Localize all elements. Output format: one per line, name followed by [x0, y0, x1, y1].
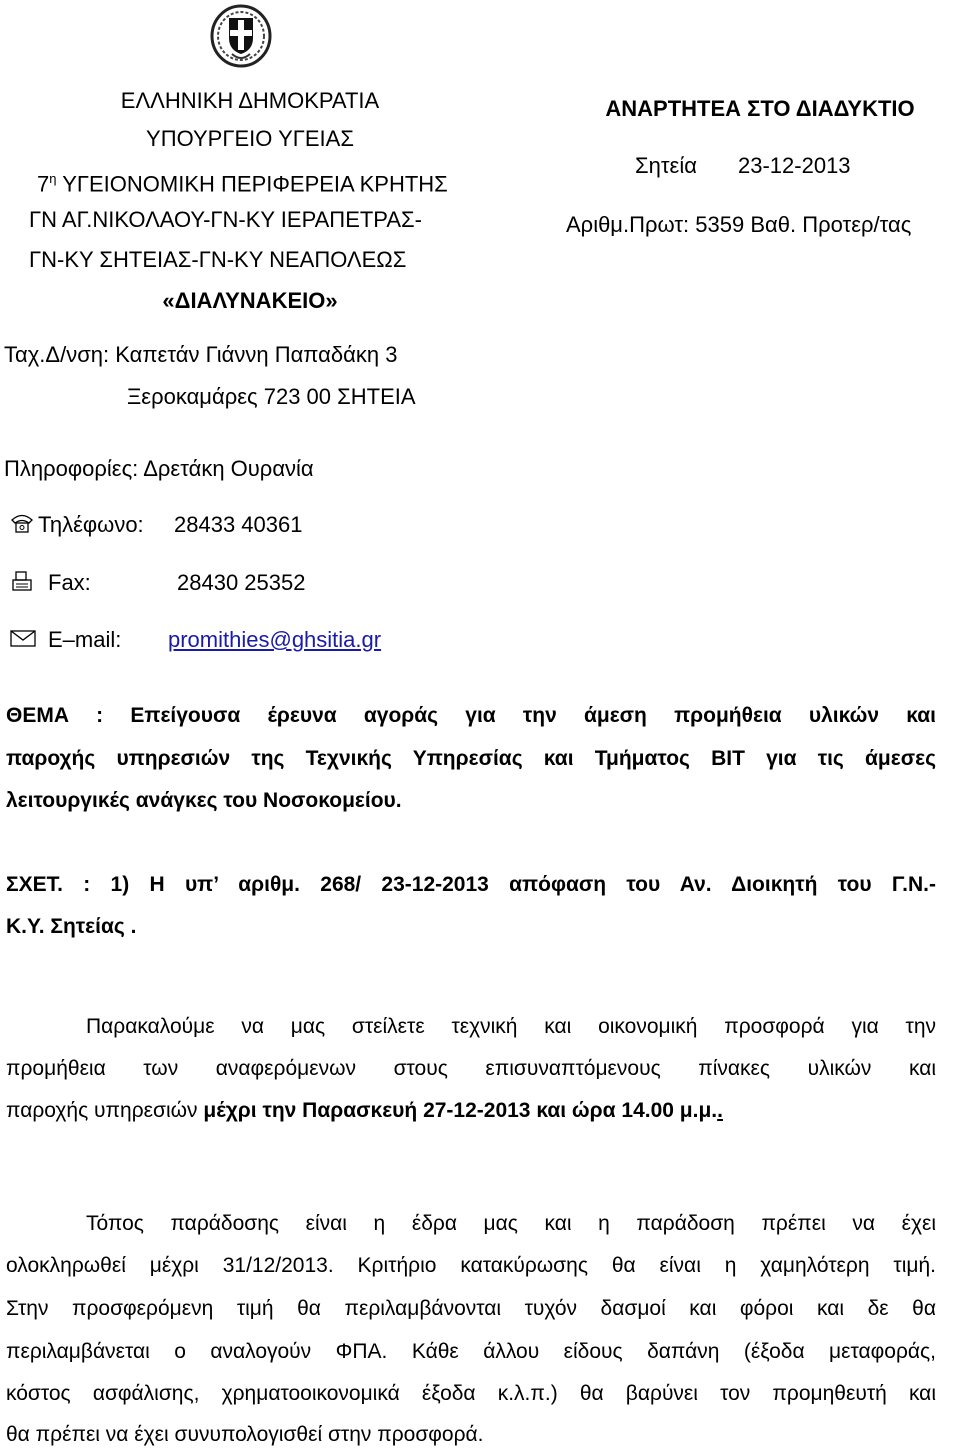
- para1-line-1: Παρακαλούμε να μας στείλετε τεχνική και οικονομική προσφορά για την: [86, 1015, 936, 1038]
- coat-of-arms-icon: [210, 4, 272, 68]
- fax-number: 28430 25352: [177, 570, 306, 595]
- fax-icon: [10, 570, 34, 594]
- para2-line-4: περιλαμβάνεται ο αναλογούν ΦΠΑ. Κάθε άλλου είδους δαπάνη (έξοδα μεταφοράς,: [6, 1340, 936, 1363]
- protocol-number: Αριθμ.Πρωτ: 5359 Βαθ. Προτερ/τας: [566, 212, 912, 237]
- reference-line-2: Κ.Υ. Σητείας .: [6, 915, 137, 938]
- info-contact: Πληροφορίες: Δρετάκη Ουρανία: [4, 456, 314, 481]
- para2-line-2: ολοκληρωθεί μέχρι 31/12/2013. Κριτήριο κατακύρωσης θα είναι η χαμηλότερη τιμή.: [6, 1254, 936, 1277]
- para2-line-1: Τόπος παράδοσης είναι η έδρα μας και η παράδοση πρέπει να έχει: [86, 1212, 936, 1235]
- place: Σητεία: [635, 153, 697, 178]
- para2-line-3: Στην προσφερόμενη τιμή θα περιλαμβάνονται τυχόν δασμοί και φόροι και δε θα: [6, 1297, 936, 1320]
- mail-icon: [10, 629, 36, 649]
- reference-line-1: ΣΧΕΤ. : 1) Η υπ’ αριθμ. 268/ 23-12-2013 απόφαση του Αν. Διοικητή του Γ.Ν.-: [6, 873, 936, 896]
- phone-icon: [10, 513, 34, 535]
- subject-line-1: ΘΕΜΑ : Επείγουσα έρευνα αγοράς για την άμεση προμήθεια υλικών και: [6, 704, 936, 727]
- para1-line-3: παροχής υπηρεσιών μέχρι την Παρασκευή 27-12-2013 και ώρα 14.00 μ.μ..: [6, 1099, 723, 1122]
- email-link[interactable]: promithies@ghsitia.gr: [168, 627, 382, 652]
- hospital-line-2: ΓΝ-ΚΥ ΣΗΤΕΙΑΣ-ΓΝ-ΚΥ ΝΕΑΠΟΛΕΩΣ: [29, 247, 407, 272]
- ministry-name: ΥΠΟΥΡΓΕΙΟ ΥΓΕΙΑΣ: [146, 126, 354, 151]
- hospital-line-1: ΓΝ ΑΓ.ΝΙΚΟΛΑΟΥ-ΓΝ-ΚΥ ΙΕΡΑΠΕΤΡΑΣ-: [29, 207, 422, 232]
- phone-number: 28433 40361: [174, 512, 303, 537]
- phone-label: Τηλέφωνο:: [38, 512, 144, 537]
- document-date: 23-12-2013: [738, 153, 851, 178]
- subject-line-2: παροχής υπηρεσιών της Τεχνικής Υπηρεσίας και Τμήματος ΒΙΤ για τις άμεσες: [6, 747, 936, 770]
- postal-address: Ταχ.Δ/νση: Καπετάν Γιάννη Παπαδάκη 3: [4, 342, 398, 367]
- subject-line-3: λειτουργικές ανάγκες του Νοσοκομείου.: [6, 789, 402, 812]
- posting-notice: ΑΝΑΡΤΗΤΕΑ ΣΤΟ ΔΙΑΔΥΚΤΙΟ: [605, 96, 915, 121]
- deadline: μέχρι την Παρασκευή 27-12-2013 και ώρα 14.00 μ.μ.: [203, 1099, 718, 1122]
- country-name: ΕΛΛΗΝΙΚΗ ΔΗΜΟΚΡΑΤΙΑ: [120, 88, 380, 113]
- fax-label: Fax:: [48, 570, 91, 595]
- health-region: $7^\eta$ ΥΓΕΙΟΝΟΜΙΚΗ ΠΕΡΙΦΕΡΕΙΑ ΚΡΗΤΗΣ: [37, 171, 448, 197]
- para1-line-2: προμήθεια των αναφερόμενων στους επισυναπτόμενους πίνακες υλικών και: [6, 1057, 936, 1080]
- hospital-line-3: «ΔΙΑΛΥΝΑΚΕΙΟ»: [162, 288, 338, 313]
- email-label: E–mail:: [48, 627, 122, 652]
- postal-city: Ξεροκαμάρες 723 00 ΣΗΤΕΙΑ: [127, 384, 416, 409]
- para2-line-6: θα πρέπει να έχει συνυπολογισθεί στην προσφορά.: [6, 1423, 484, 1446]
- para2-line-5: κόστος ασφάλισης, χρηματοοικονομικά έξοδα κ.λ.π.) θα βαρύνει τον προμηθευτή και: [6, 1382, 936, 1405]
